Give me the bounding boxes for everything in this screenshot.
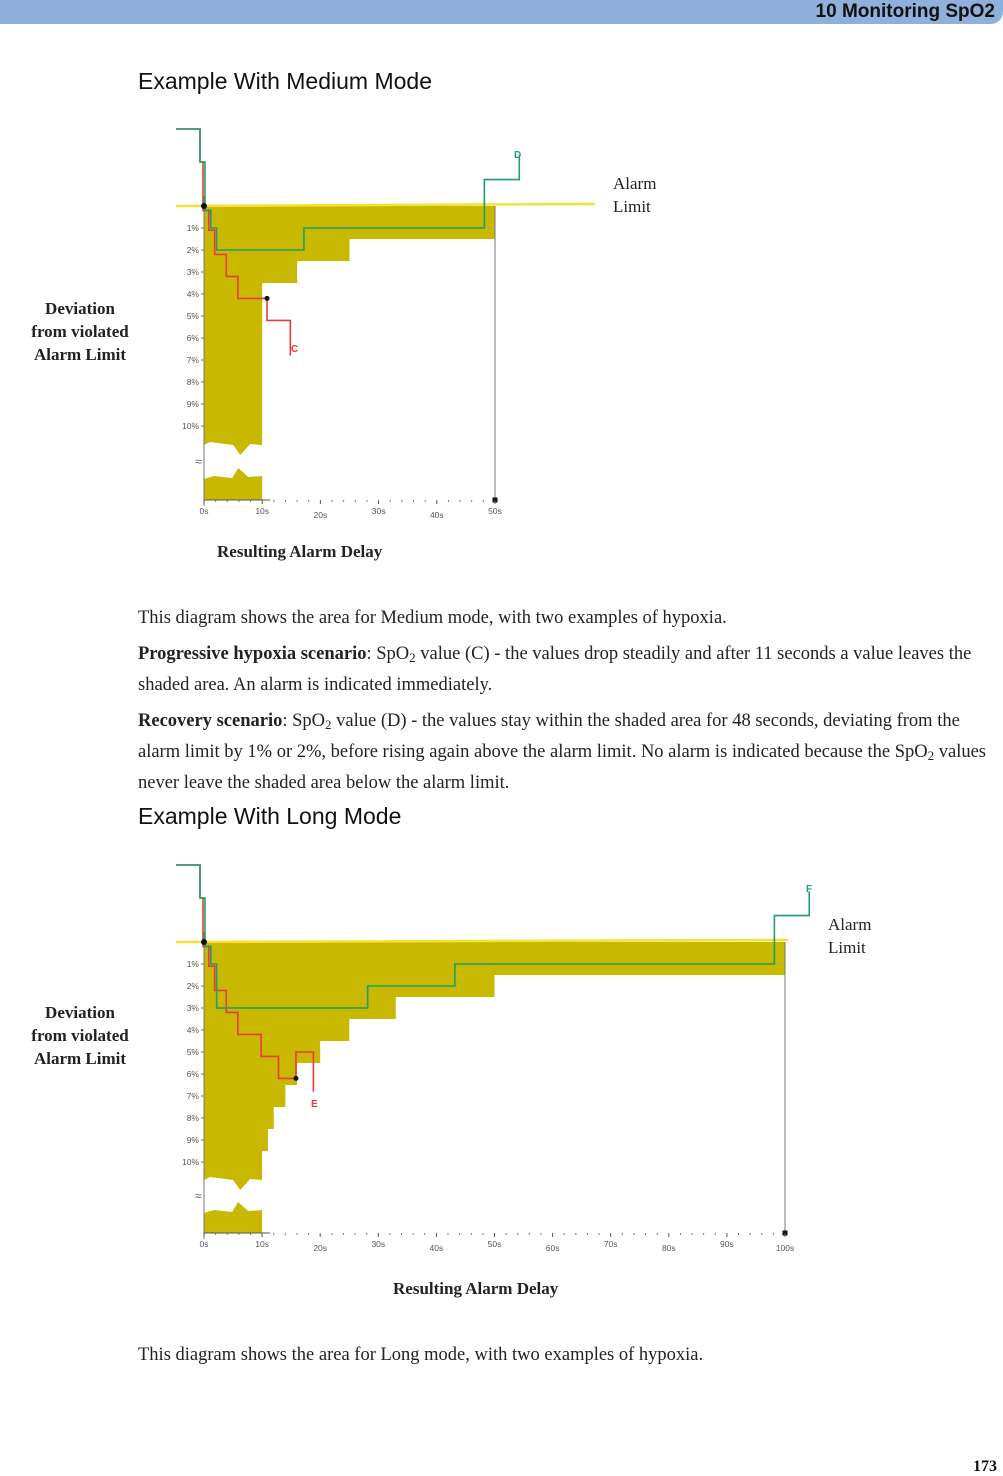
alarm-delay-area-lower <box>204 1202 262 1233</box>
y-tick-label: 4% <box>186 289 199 299</box>
y-tick-label: 9% <box>186 1135 199 1145</box>
alarm-limit-line <box>176 940 788 942</box>
start-marker <box>201 939 207 945</box>
y-tick-label: 3% <box>186 1003 199 1013</box>
y-tick-label: 2% <box>186 981 199 991</box>
x-tick-label: 40s <box>429 510 444 520</box>
paragraph-recovery <box>138 706 1000 799</box>
subscript: 2 <box>409 650 416 665</box>
x-tick-label: 20s <box>313 510 328 520</box>
y-tick-label: 4% <box>186 1025 199 1035</box>
alarm-delay-area-lower <box>204 468 262 500</box>
text: : SpO <box>282 711 326 731</box>
x-tick-label: 60s <box>545 1243 560 1253</box>
y-axis-caption-line: from violated <box>31 1026 129 1045</box>
alarm-limit-label <box>828 913 871 959</box>
y-tick-label: 6% <box>186 333 199 343</box>
alarm-marker <box>293 1076 298 1081</box>
y-axis-caption <box>15 1001 145 1070</box>
x-tick-label: 90s <box>720 1239 734 1249</box>
axis-break-symbol: ≈ <box>195 454 202 469</box>
y-tick-label: 1% <box>186 223 199 233</box>
alarm-delay-area <box>204 942 785 1190</box>
text: : SpO <box>366 644 410 664</box>
paragraph: This diagram shows the area for Medium mode, with two examples of hypoxia. <box>138 608 727 628</box>
alarm-limit-line <box>176 204 595 206</box>
page-number: 173 <box>973 1458 997 1475</box>
y-tick-label: 10% <box>181 1157 199 1167</box>
y-tick-label: 7% <box>186 355 199 365</box>
term: Recovery scenario <box>138 711 283 731</box>
chapter-title: 10 Monitoring SpO2 <box>815 1 995 22</box>
x-tick-label: 70s <box>603 1239 618 1249</box>
y-tick-label: 8% <box>186 1113 199 1123</box>
text: values never leave the shaded area below the alarm limit. <box>138 742 987 793</box>
x-tick-label: 30s <box>371 1239 386 1249</box>
series-label-c: C <box>291 344 299 355</box>
x-axis-caption: Resulting Alarm Delay <box>393 1279 559 1298</box>
alarm-limit-label-line: Alarm <box>828 915 872 934</box>
y-axis-caption-line: from violated <box>31 322 129 341</box>
y-tick-label: 10% <box>181 421 199 431</box>
x-tick-label: 20s <box>313 1243 328 1253</box>
paragraph-progressive <box>138 639 1000 701</box>
x-axis-caption: Resulting Alarm Delay <box>217 542 383 561</box>
y-tick-label: 6% <box>186 1069 199 1079</box>
y-tick-label: 3% <box>186 267 199 277</box>
x-tick-label: 40s <box>429 1243 444 1253</box>
y-axis-caption-line: Deviation <box>45 1003 115 1022</box>
term: Progressive hypoxia scenario <box>138 644 367 664</box>
y-axis-caption <box>15 297 145 366</box>
text: value (C) - the values drop steadily and after 11 seconds a value leaves the shaded area. An alarm is indicated immediately. <box>138 644 972 695</box>
x-tick-label: 0s <box>199 1239 209 1249</box>
series-label-f: F <box>806 884 813 895</box>
alarm-limit-label-line: Alarm <box>613 174 657 193</box>
alarm-limit-label-line: Limit <box>828 938 866 957</box>
start-marker <box>201 203 207 209</box>
y-tick-label: 9% <box>186 399 199 409</box>
text: value (D) - the values stay within the shaded area for 48 seconds, deviating from the alarm limit by 1% or 2%, before rising again above the alarm limit. No alarm is indicated because the SpO <box>138 711 960 762</box>
y-axis-caption-line: Alarm Limit <box>33 1049 127 1068</box>
y-tick-label: 2% <box>186 245 199 255</box>
axis-break-symbol: ≈ <box>195 1189 202 1203</box>
y-tick-label: 5% <box>186 1047 199 1057</box>
medium-mode-chart <box>160 140 620 530</box>
series-label-d: D <box>514 150 522 161</box>
y-axis-caption-line: Deviation <box>45 299 115 318</box>
series-label-e: E <box>311 1099 318 1110</box>
subscript: 2 <box>325 717 332 732</box>
x-tick-label: 80s <box>661 1243 676 1253</box>
x-tick-label: 10s <box>255 506 270 516</box>
x-tick-label: 100s <box>775 1243 795 1253</box>
y-axis-caption-line: Alarm Limit <box>33 345 127 364</box>
x-tick-label: 50s <box>488 506 502 516</box>
section-heading-long: Example With Long Mode <box>138 803 402 829</box>
alarm-marker <box>265 296 270 301</box>
x-tick-label: 0s <box>199 506 209 516</box>
alarm-limit-label-line: Limit <box>613 197 651 216</box>
alarm-delay-area <box>204 206 495 455</box>
y-tick-label: 8% <box>186 377 199 387</box>
y-tick-label: 1% <box>186 959 199 969</box>
paragraph: This diagram shows the area for Long mode, with two examples of hypoxia. <box>138 1345 704 1365</box>
x-tick-label: 10s <box>255 1239 269 1249</box>
section-heading-medium: Example With Medium Mode <box>138 68 432 94</box>
subscript: 2 <box>927 748 935 763</box>
y-tick-label: 5% <box>186 311 199 321</box>
x-tick-label: 50s <box>487 1239 502 1249</box>
y-tick-label: 7% <box>186 1091 199 1101</box>
x-tick-label: 30s <box>371 506 386 516</box>
long-mode-chart <box>160 880 830 1265</box>
